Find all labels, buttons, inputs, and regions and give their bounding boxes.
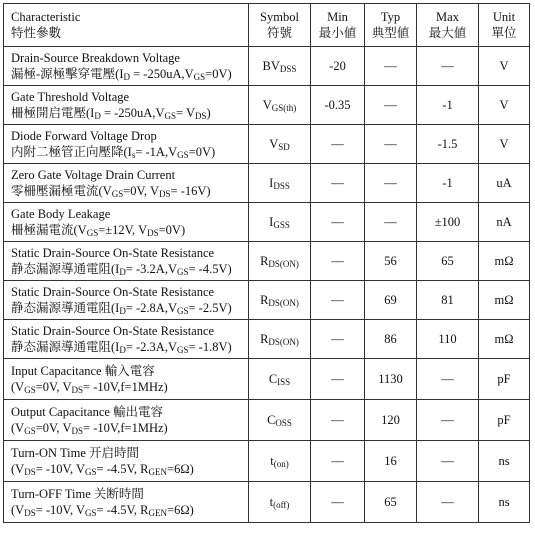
header-symbol: Symbol 符號	[249, 4, 311, 47]
characteristic-en: Output Capacitance 輸出電容	[11, 405, 164, 419]
min-cell: —	[311, 125, 365, 164]
characteristic-condition	[11, 183, 244, 199]
characteristic-en: Static Drain-Source On-State Resistance	[11, 246, 215, 260]
condition-zh-sub1: D	[119, 306, 126, 316]
symbol-cell	[249, 86, 311, 125]
typ-cell: —	[365, 164, 417, 203]
unit-cell: V	[479, 47, 530, 86]
condition-zh-mid1: =0V, V	[123, 184, 159, 198]
characteristic-condition	[11, 222, 244, 238]
condition-zh-end: =0V)	[188, 145, 216, 159]
condition-zh-mid1: = -2.8A,V	[125, 301, 177, 315]
condition-zh: 零柵壓漏極電流(V	[11, 184, 112, 198]
symbol-cell	[249, 125, 311, 164]
characteristic-condition	[11, 379, 244, 395]
typ-cell: —	[365, 86, 417, 125]
table-row	[4, 242, 530, 281]
min-cell: -0.35	[311, 86, 365, 125]
symbol-subscript: ISS	[277, 377, 291, 387]
symbol-cell	[249, 203, 311, 242]
min-cell: —	[311, 281, 365, 320]
symbol-main: V	[262, 98, 272, 112]
typ-cell: 86	[365, 320, 417, 359]
condition-zh-sub2: GS	[177, 150, 189, 160]
header-min: Min 最小値	[311, 4, 365, 47]
condition-zh-end: =0V)	[158, 223, 186, 237]
unit-cell: ns	[479, 482, 530, 523]
symbol-subscript: GS(th)	[271, 103, 297, 113]
condition-zh-mid1: = -1A,V	[135, 145, 178, 159]
symbol-subscript: (off)	[273, 500, 290, 510]
condition-zh-sub1: D	[119, 345, 126, 355]
condition-zh: 柵極開启電壓(I	[11, 106, 95, 120]
condition-zh-mid1: =0V, V	[35, 421, 72, 435]
characteristic-cell	[4, 400, 249, 441]
electrical-characteristics-table	[3, 3, 530, 523]
condition-zh-sub1: D	[123, 72, 130, 82]
condition-zh-end: =0V)	[205, 67, 232, 81]
symbol-cell	[249, 441, 311, 482]
typ-cell: 56	[365, 242, 417, 281]
min-cell: —	[311, 320, 365, 359]
characteristic-condition	[11, 502, 244, 518]
characteristic-cell	[4, 482, 249, 523]
unit-cell: mΩ	[479, 320, 530, 359]
unit-cell: pF	[479, 359, 530, 400]
characteristic-cell	[4, 320, 249, 359]
typ-cell: 120	[365, 400, 417, 441]
characteristic-en: Turn-ON Time 开启時間	[11, 446, 140, 460]
condition-zh: 漏極-源極擊穿電壓(I	[11, 67, 124, 81]
max-cell: —	[417, 47, 479, 86]
symbol-main: BV	[262, 59, 280, 73]
characteristic-condition	[11, 339, 244, 355]
condition-zh-sub2: GS	[85, 508, 97, 518]
condition-zh-mid1: =0V, V	[35, 380, 72, 394]
condition-zh-sub1: D	[94, 111, 101, 121]
symbol-main: R	[260, 254, 269, 268]
condition-zh-mid1: = -250uA,V	[100, 106, 165, 120]
condition-zh-sub2: GS	[164, 111, 176, 121]
symbol-subscript: SD	[278, 142, 290, 152]
min-cell: —	[311, 242, 365, 281]
characteristic-en: Gate Threshold Voltage	[11, 90, 130, 104]
table-row	[4, 47, 530, 86]
symbol-cell	[249, 400, 311, 441]
condition-zh-sub1: GS	[111, 189, 124, 199]
typ-cell: 1130	[365, 359, 417, 400]
max-cell: -1.5	[417, 125, 479, 164]
symbol-cell	[249, 164, 311, 203]
condition-zh-sub3: GEN	[148, 467, 168, 477]
symbol-cell	[249, 320, 311, 359]
symbol-subscript: DSS	[279, 64, 297, 74]
condition-zh-mid1: = -250uA,V	[130, 67, 194, 81]
symbol-cell	[249, 359, 311, 400]
characteristic-condition	[11, 300, 244, 316]
unit-cell: V	[479, 125, 530, 164]
characteristic-condition	[11, 66, 244, 82]
condition-zh-sub2: DS	[159, 189, 171, 199]
condition-zh-end: = -1.8V)	[188, 340, 232, 354]
condition-zh-sub2: GS	[176, 306, 189, 316]
typ-cell: —	[365, 125, 417, 164]
condition-zh-mid1: = -10V, V	[35, 462, 86, 476]
condition-zh: (V	[11, 380, 25, 394]
condition-zh-sub1: DS	[24, 467, 36, 477]
characteristic-condition	[11, 420, 244, 436]
unit-cell: uA	[479, 164, 530, 203]
unit-cell: nA	[479, 203, 530, 242]
max-cell: 110	[417, 320, 479, 359]
condition-zh-mid1: = -3.2A,V	[125, 262, 177, 276]
symbol-cell	[249, 482, 311, 523]
characteristic-en: Static Drain-Source On-State Resistance	[11, 285, 215, 299]
symbol-main: R	[260, 332, 269, 346]
max-cell: —	[417, 482, 479, 523]
symbol-subscript: DS(ON)	[268, 259, 299, 269]
min-cell: —	[311, 482, 365, 523]
min-cell: -20	[311, 47, 365, 86]
characteristic-en: Diode Forward Voltage Drop	[11, 129, 157, 143]
condition-zh-sub2: DS	[71, 385, 84, 395]
condition-zh-mid2: = V	[176, 106, 195, 120]
characteristic-condition	[11, 461, 244, 477]
symbol-main: I	[269, 215, 274, 229]
table-row	[4, 400, 530, 441]
symbol-main: t	[269, 495, 274, 509]
typ-cell: —	[365, 47, 417, 86]
symbol-main: V	[269, 137, 279, 151]
characteristic-cell	[4, 359, 249, 400]
symbol-cell	[249, 281, 311, 320]
unit-cell: mΩ	[479, 281, 530, 320]
condition-zh-end: = -4.5V)	[188, 262, 232, 276]
condition-zh: 柵極漏電流(V	[11, 223, 87, 237]
table-row	[4, 86, 530, 125]
condition-zh-sub1: GS	[86, 228, 99, 238]
characteristic-en: Input Capacitance 輸入電容	[11, 364, 155, 378]
max-cell: —	[417, 441, 479, 482]
characteristic-condition	[11, 144, 244, 160]
header-unit: Unit 單位	[479, 4, 530, 47]
condition-zh-end: = -10V,f=1MHz)	[83, 421, 168, 435]
condition-zh: (V	[11, 421, 25, 435]
condition-zh: 静态漏源導通電阻(I	[11, 340, 120, 354]
condition-zh: 静态漏源導通電阻(I	[11, 262, 120, 276]
condition-zh-end: =6Ω)	[167, 503, 194, 517]
characteristic-en: Turn-OFF Time 关断時間	[11, 487, 144, 501]
unit-cell: V	[479, 86, 530, 125]
header-row	[4, 4, 530, 47]
symbol-subscript: GSS	[273, 220, 290, 230]
condition-zh-end: =6Ω)	[167, 462, 194, 476]
table-row	[4, 359, 530, 400]
table-row	[4, 482, 530, 523]
condition-zh-sub2: GS	[176, 267, 189, 277]
condition-zh-end: = -10V,f=1MHz)	[83, 380, 168, 394]
table-row	[4, 125, 530, 164]
min-cell: —	[311, 203, 365, 242]
condition-zh-mid2: = -4.5V, R	[96, 503, 149, 517]
characteristic-cell	[4, 86, 249, 125]
condition-zh-sub2: DS	[147, 228, 159, 238]
condition-zh-end: )	[206, 106, 211, 120]
condition-zh-end: = -16V)	[170, 184, 211, 198]
characteristic-en: Static Drain-Source On-State Resistance	[11, 324, 215, 338]
table-row	[4, 281, 530, 320]
max-cell: —	[417, 359, 479, 400]
spec-table-container	[3, 3, 530, 523]
characteristic-en: Zero Gate Voltage Drain Current	[11, 168, 176, 182]
symbol-subscript: OSS	[275, 418, 292, 428]
condition-zh-sub2: GS	[176, 345, 189, 355]
min-cell: —	[311, 441, 365, 482]
characteristic-cell	[4, 125, 249, 164]
condition-zh-sub1: GS	[24, 385, 36, 395]
table-row	[4, 320, 530, 359]
condition-zh-mid1: = -10V, V	[35, 503, 86, 517]
characteristic-cell	[4, 203, 249, 242]
condition-zh-sub1: DS	[24, 508, 36, 518]
characteristic-cell	[4, 47, 249, 86]
condition-zh-mid1: =±12V, V	[98, 223, 148, 237]
symbol-main: C	[267, 413, 276, 427]
max-cell: -1	[417, 164, 479, 203]
condition-zh-sub2: DS	[71, 426, 84, 436]
characteristic-en: Drain-Source Breakdown Voltage	[11, 51, 180, 65]
condition-zh-sub1: s	[131, 150, 136, 160]
condition-zh: 内附二極管正向壓降(I	[11, 145, 132, 159]
min-cell: —	[311, 400, 365, 441]
unit-cell: pF	[479, 400, 530, 441]
min-cell: —	[311, 359, 365, 400]
condition-zh-sub3: GEN	[148, 508, 168, 518]
characteristic-en: Gate Body Leakage	[11, 207, 111, 221]
condition-zh-sub1: GS	[24, 426, 36, 436]
header-characteristic: Characteristic 特性參數	[4, 4, 249, 47]
unit-cell: ns	[479, 441, 530, 482]
symbol-main: I	[269, 176, 274, 190]
max-cell: -1	[417, 86, 479, 125]
characteristic-condition	[11, 105, 244, 121]
symbol-main: t	[270, 454, 274, 468]
symbol-subscript: DSS	[273, 181, 290, 191]
max-cell: ±100	[417, 203, 479, 242]
symbol-subscript: DS(ON)	[268, 298, 299, 308]
max-cell: 65	[417, 242, 479, 281]
max-cell: —	[417, 400, 479, 441]
symbol-main: R	[260, 293, 269, 307]
condition-zh-mid1: = -2.3A,V	[125, 340, 177, 354]
symbol-cell	[249, 47, 311, 86]
condition-zh: (V	[11, 462, 25, 476]
typ-cell: —	[365, 203, 417, 242]
condition-zh: 静态漏源導通電阻(I	[11, 301, 120, 315]
table-row	[4, 203, 530, 242]
characteristic-cell	[4, 164, 249, 203]
condition-zh-sub2: GS	[85, 467, 97, 477]
condition-zh-sub2: GS	[193, 72, 206, 82]
condition-zh-end: = -2.5V)	[188, 301, 232, 315]
header-typ: Typ 典型値	[365, 4, 417, 47]
typ-cell: 69	[365, 281, 417, 320]
min-cell: —	[311, 164, 365, 203]
typ-cell: 16	[365, 441, 417, 482]
table-row	[4, 164, 530, 203]
condition-zh: (V	[11, 503, 25, 517]
typ-cell: 65	[365, 482, 417, 523]
characteristic-cell	[4, 441, 249, 482]
symbol-cell	[249, 242, 311, 281]
symbol-subscript: (on)	[273, 459, 289, 469]
symbol-subscript: DS(ON)	[268, 337, 299, 347]
condition-zh-mid2: = -4.5V, R	[96, 462, 149, 476]
header-max: Max 最大値	[417, 4, 479, 47]
characteristic-condition	[11, 261, 244, 277]
table-row	[4, 441, 530, 482]
condition-zh-sub1: D	[119, 267, 126, 277]
characteristic-cell	[4, 242, 249, 281]
characteristic-cell	[4, 281, 249, 320]
symbol-main: C	[268, 372, 278, 386]
max-cell: 81	[417, 281, 479, 320]
condition-zh-sub3: DS	[194, 111, 207, 121]
unit-cell: mΩ	[479, 242, 530, 281]
